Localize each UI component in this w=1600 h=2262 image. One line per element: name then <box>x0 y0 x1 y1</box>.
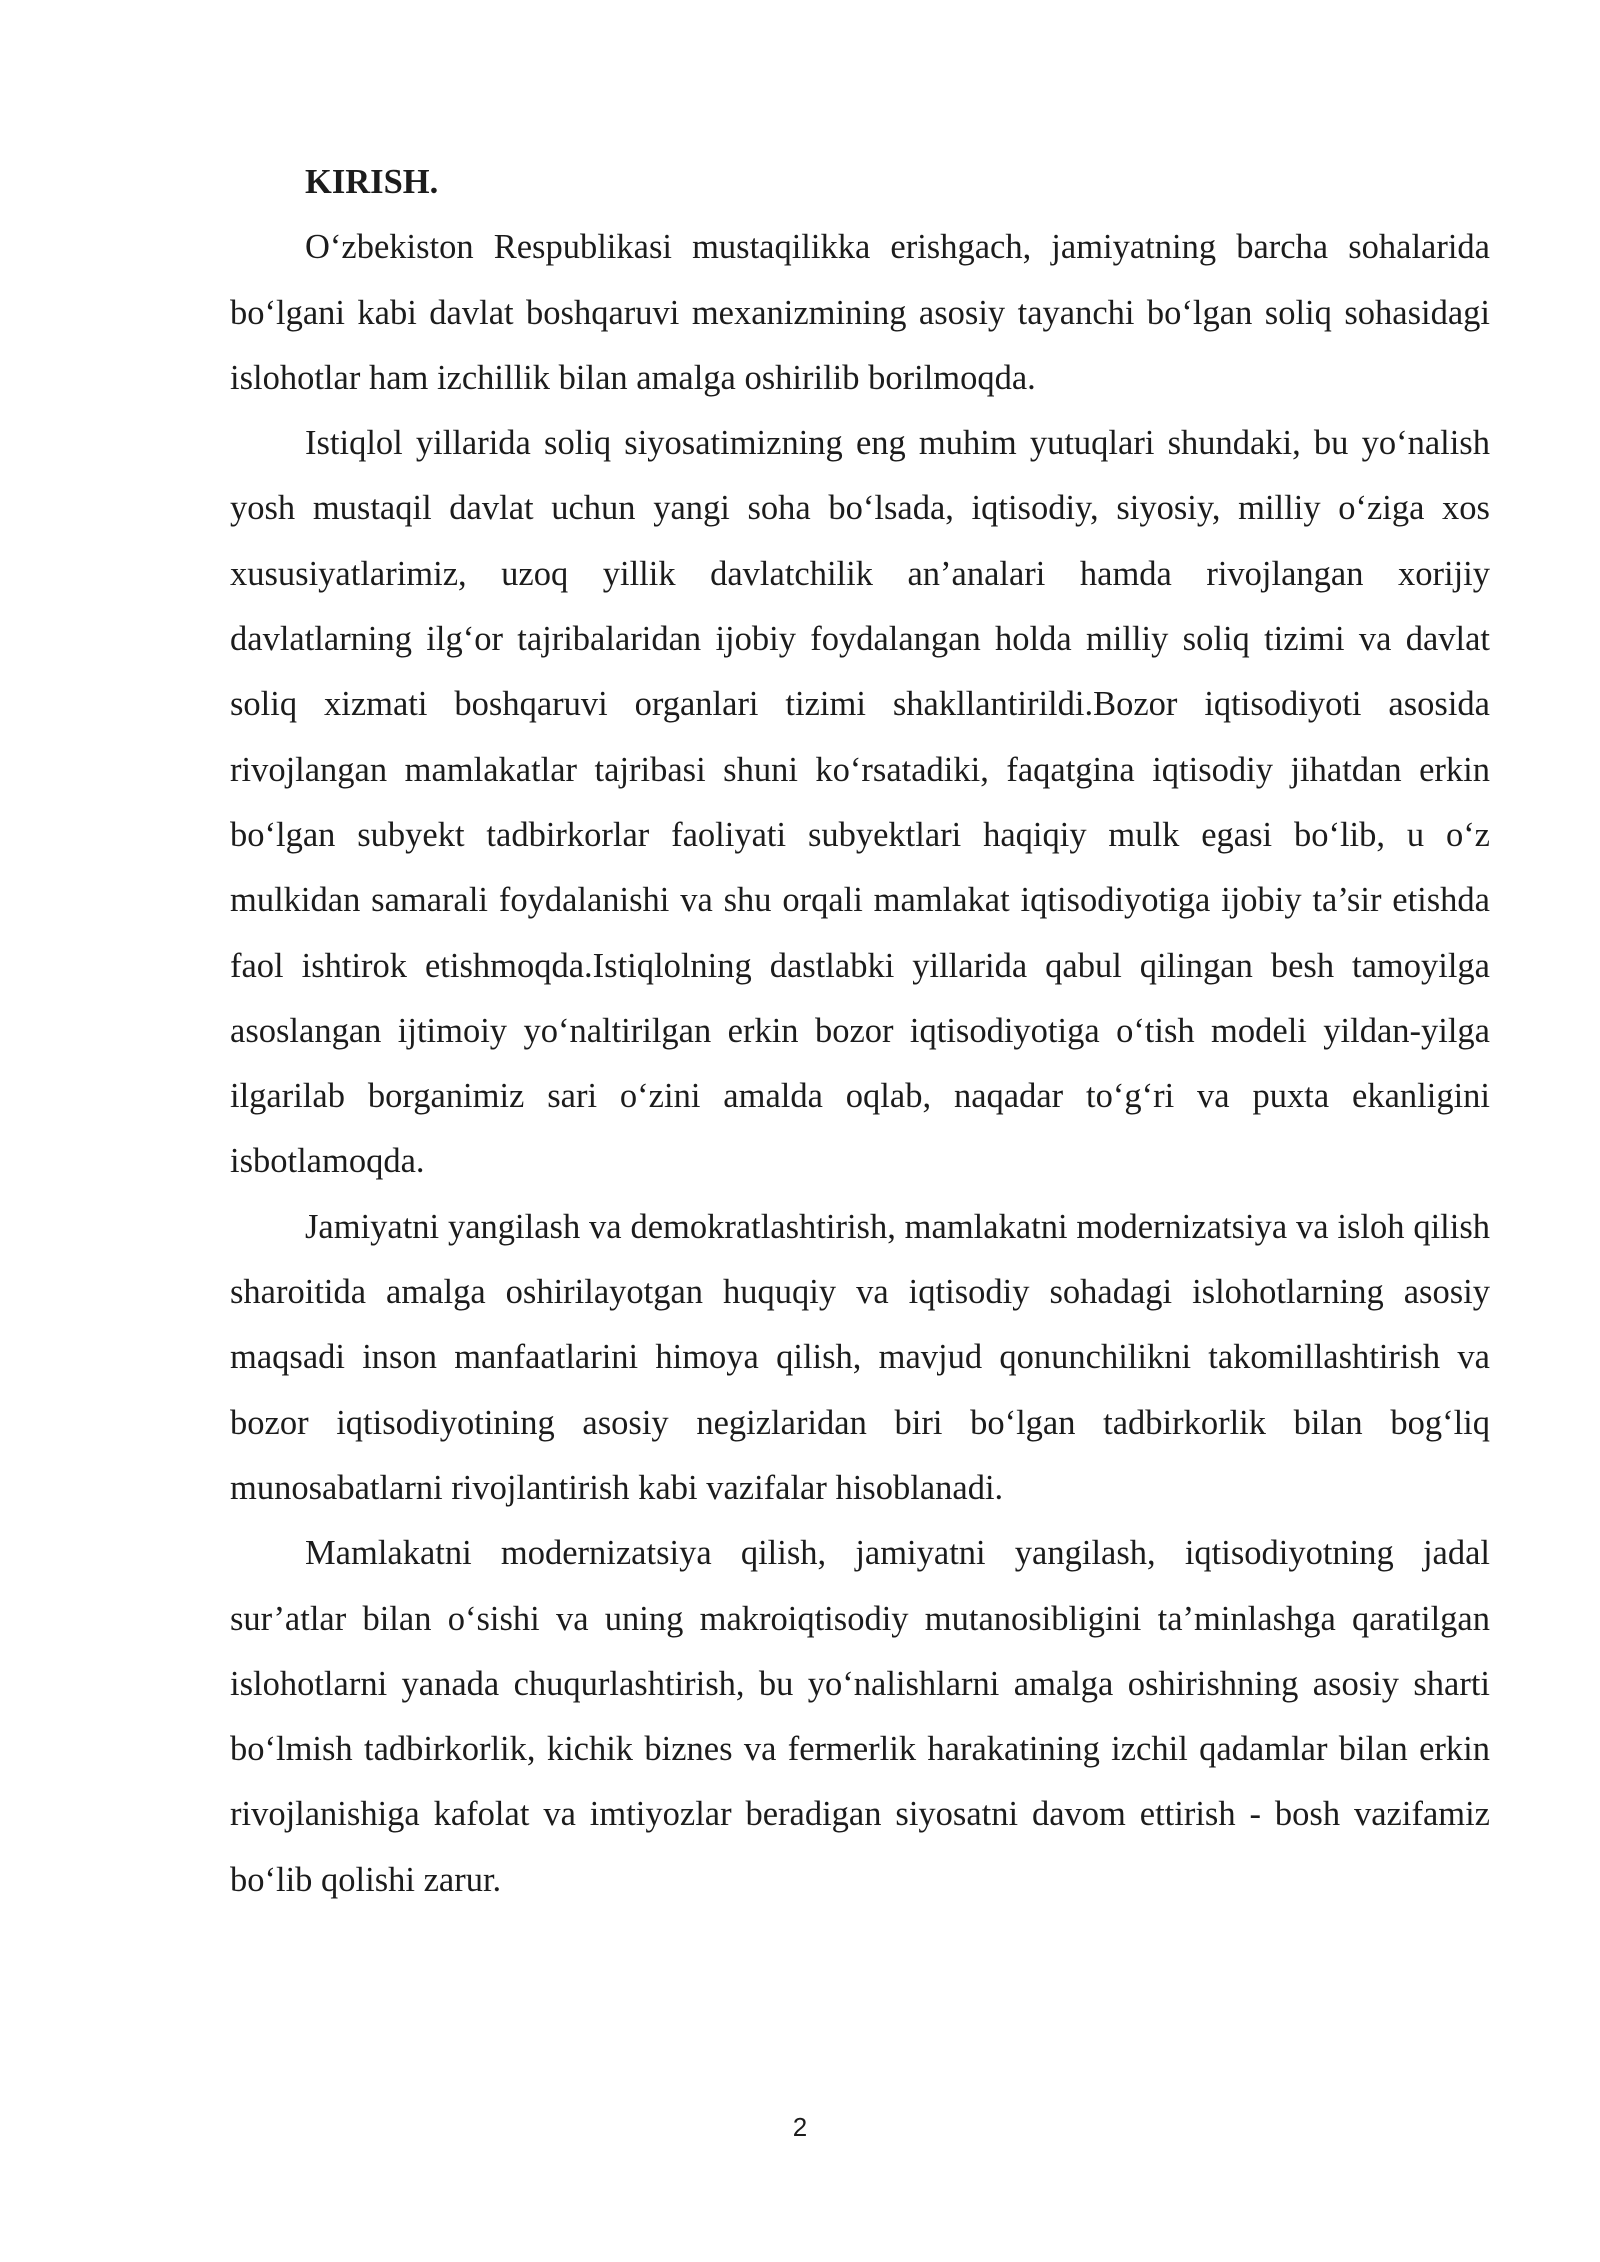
paragraph-2: Istiqlol yillarida soliq siyosatimizning eng muhim yutuqlari shundaki, bu yo‘nalish yosh mustaqil davlat uchun yangi soha bo‘lsada, iqtisodiy, siyosiy, milliy o‘ziga xos xususiyatlarimiz, uzoq yillik davlatchilik an’analari hamda rivojlangan xorijiy davlatlarning ilg‘or tajribalaridan ijobiy foydalangan holda milliy soliq tizimi va davlat soliq xizmati boshqaruvi organlari tizimi shakllantirildi.Bozor iqtisodiyoti asosida rivojlangan mamlakatlar tajribasi shuni ko‘rsatadiki, faqatgina iqtisodiy jihatdan erkin bo‘lgan subyekt tadbirkorlar faoliyati subyektlari haqiqiy mulk egasi bo‘lib, u o‘z mulkidan samarali foydalanishi va shu orqali mamlakat iqtisodiyotiga ijobiy ta’sir etishda faol ishtirok etishmoqda.Istiqlolning dastlabki yillarida qabul qilingan besh tamoyilga asoslangan ijtimoiy yo‘naltirilgan erkin bozor iqtisodiyotiga o‘tish modeli yildan-yilga ilgarilab borganimiz sari o‘zini amalda oqlab, naqadar to‘g‘ri va puxta ekanligini isbotlamoqda. <box>230 424 1490 1181</box>
paragraph-1: O‘zbekiston Respublikasi mustaqilikka erishgach, jamiyatning barcha sohalarida bo‘lgani kabi davlat boshqaruvi mexanizmining asosiy tayanchi bo‘lgan soliq sohasidagi islohotlar ham izchillik bilan amalga oshirilib borilmoqda. <box>230 228 1490 397</box>
paragraph-3: Jamiyatni yangilash va demokratlashtirish, mamlakatni modernizatsiya va isloh qilish sharoitida amalga oshirilayotgan huquqiy va iqtisodiy sohadagi islohotlarning asosiy maqsadi inson manfaatlarini himoya qilish, mavjud qonunchilikni takomillashtirish va bozor iqtisodiyotining asosiy negizlaridan biri bo‘lgan tadbirkorlik bilan bog‘liq munosabatlarni rivojlantirish kabi vazifalar hisoblanadi. <box>230 1207 1490 1507</box>
section-heading: KIRISH. <box>305 163 439 201</box>
document-body <box>230 150 1490 1913</box>
page-number: 2 <box>792 2112 808 2142</box>
paragraph-4: Mamlakatni modernizatsiya qilish, jamiyatni yangilash, iqtisodiyotning jadal sur’atlar bilan o‘sishi va uning makroiqtisodiy mutanosibligini ta’minlashga qaratilgan islohotlarni yanada chuqurlashtirish, bu yo‘nalishlarni amalga oshirishning asosiy sharti bo‘lmish tadbirkorlik, kichik biznes va fermerlik harakatining izchil qadamlar bilan erkin rivojlanishiga kafolat va imtiyozlar beradigan siyosatni davom ettirish - bosh vazifamiz bo‘lib qolishi zarur. <box>230 1534 1490 1899</box>
